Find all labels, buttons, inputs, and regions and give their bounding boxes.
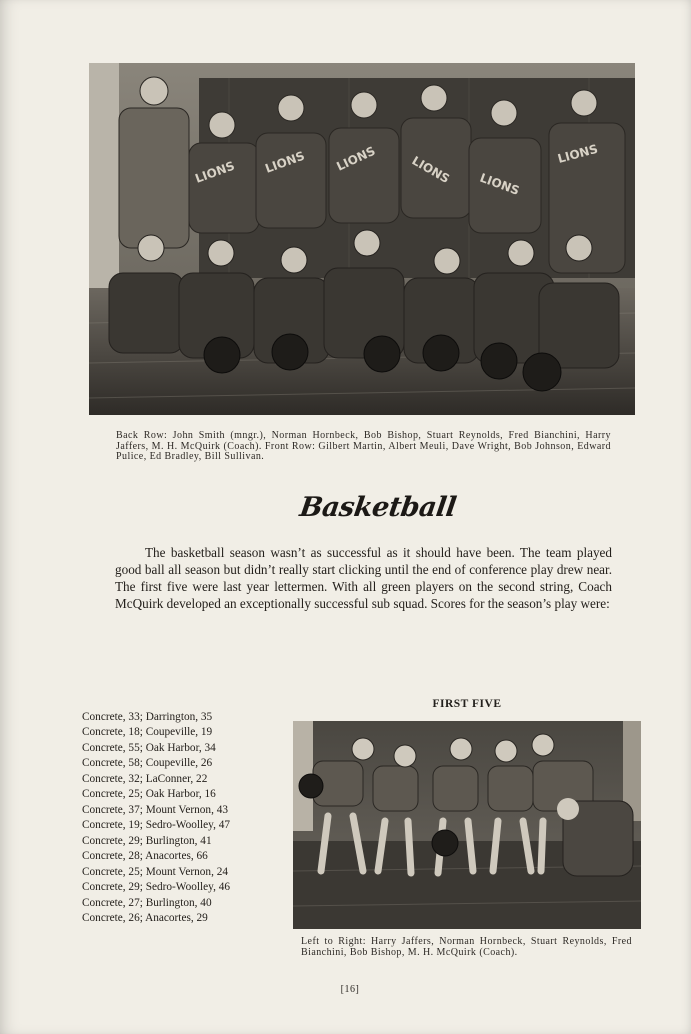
score-row — [82, 741, 282, 756]
first-five-caption: Left to Right: Harry Jaffers, Norman Hornbeck, Stuart Reynolds, Fred Bianchini, Bob Bishop, M. H. McQuirk (Coach). — [301, 936, 632, 958]
first-five-heading: FIRST FIVE — [432, 698, 502, 710]
score-row — [82, 710, 282, 725]
score-row — [82, 896, 282, 911]
intro-paragraph: The basketball season wasn’t as successful as it should have been. The team played good ball all season but didn’t really start clicking until the end of conference play drew near. The first five were last year lettermen. With all green players on the second string, Coach McQuirk developed an exceptionally successful sub squad. Scores for the season’s play were: — [115, 545, 612, 611]
jersey-lettering: LIONS — [193, 158, 237, 186]
score-row — [82, 725, 282, 740]
score-opponent: Oak Harbor, 16 — [145, 788, 216, 801]
score-row — [82, 787, 282, 802]
score-row — [82, 772, 282, 787]
score-team: Concrete, 32; — [82, 772, 143, 785]
team-photo-image — [89, 63, 635, 415]
score-team: Concrete, 33; — [82, 711, 143, 723]
score-row — [82, 911, 282, 926]
score-row — [82, 865, 282, 880]
score-row — [82, 756, 282, 771]
jersey-lettering: LIONS — [477, 170, 522, 198]
page-title: Basketball — [297, 492, 458, 523]
score-team: Concrete, 27; — [82, 896, 143, 909]
score-team: Concrete, 37; — [82, 803, 143, 816]
score-opponent: Anacortes, 29 — [145, 912, 208, 925]
score-team: Concrete, 55; — [82, 741, 143, 754]
score-team: Concrete, 25; — [82, 865, 143, 878]
score-opponent: Burlington, 40 — [145, 896, 212, 909]
score-opponent: Sedro-Woolley, 46 — [145, 881, 231, 894]
score-team: Concrete, 19; — [82, 819, 143, 832]
score-opponent: Coupeville, 26 — [145, 757, 213, 770]
score-opponent: Anacortes, 66 — [145, 850, 208, 863]
first-five-photo-image — [293, 721, 641, 929]
team-photo — [89, 63, 635, 415]
jersey-lettering: LIONS — [334, 143, 378, 174]
first-five-photo — [293, 721, 641, 929]
page-number: [16] — [340, 984, 360, 995]
score-row — [82, 803, 282, 818]
team-photo-caption: Back Row: John Smith (mngr.), Norman Hornbeck, Bob Bishop, Stuart Reynolds, Fred Bianchini, Harry Jaffers, M. H. McQuirk (Coach). Front Row: Gilbert Martin, Albert Meuli, Dave Wright, Bob Johnson, Edward Pulice, Ed Bradley, Bill Sullivan. — [116, 430, 611, 462]
score-team: Concrete, 25; — [82, 788, 143, 801]
score-row — [82, 818, 282, 833]
score-opponent: Coupeville, 19 — [145, 726, 213, 739]
score-team: Concrete, 29; — [82, 834, 143, 847]
scores-list — [82, 710, 282, 927]
score-opponent: Burlington, 41 — [145, 834, 212, 847]
score-opponent: LaConner, 22 — [145, 772, 208, 785]
jersey-lettering: LIONS — [409, 153, 453, 187]
score-row — [82, 880, 282, 895]
score-team: Concrete, 58; — [82, 757, 143, 770]
score-row — [82, 849, 282, 864]
score-row — [82, 834, 282, 849]
jersey-lettering: LIONS — [263, 148, 307, 176]
score-opponent: Oak Harbor, 34 — [145, 741, 216, 754]
score-team: Concrete, 29; — [82, 881, 143, 894]
score-team: Concrete, 18; — [82, 726, 143, 739]
score-opponent: Darrington, 35 — [145, 711, 213, 723]
score-opponent: Mount Vernon, 24 — [145, 865, 229, 878]
score-opponent: Mount Vernon, 43 — [145, 803, 229, 816]
score-team: Concrete, 26; — [82, 912, 143, 925]
jersey-lettering: LIONS — [556, 141, 600, 166]
score-opponent: Sedro-Woolley, 47 — [145, 819, 231, 832]
score-team: Concrete, 28; — [82, 850, 143, 863]
